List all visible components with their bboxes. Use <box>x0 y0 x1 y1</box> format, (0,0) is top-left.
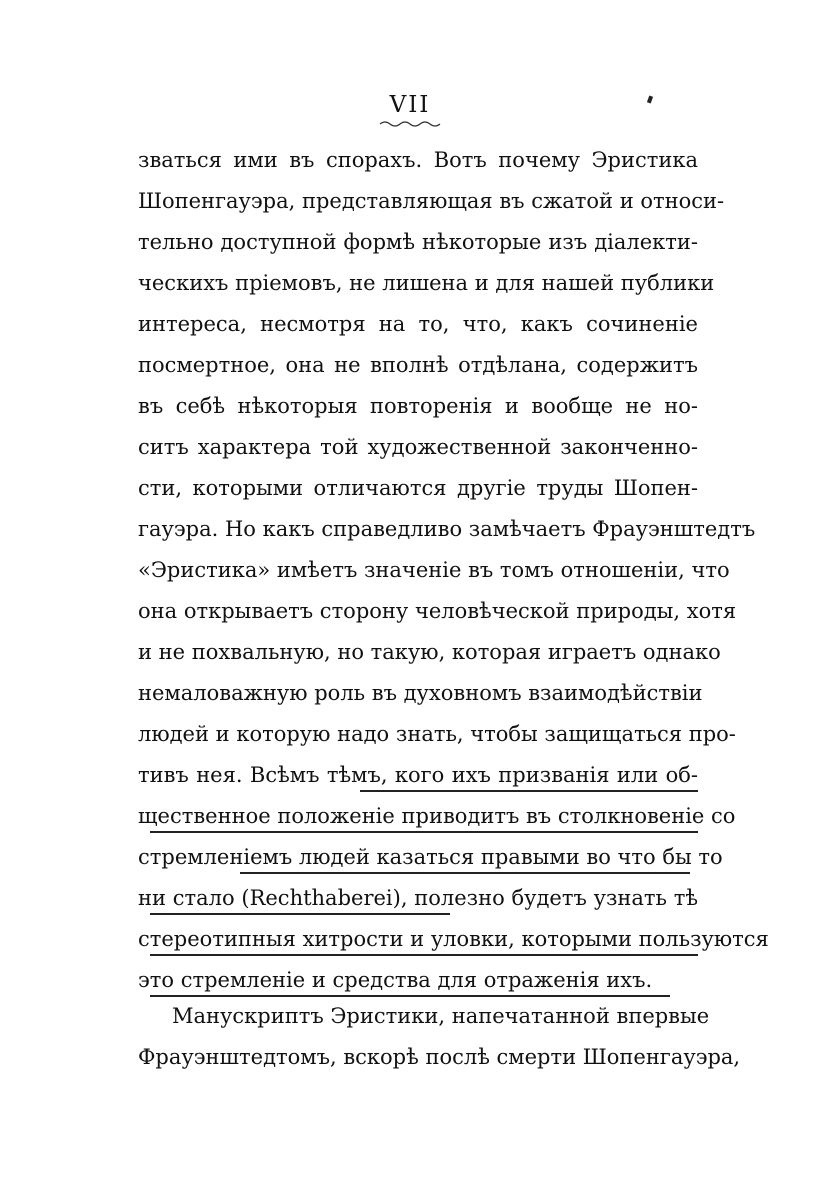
text-line: Фрауэнштедтомъ, вскорѣ послѣ смерти Шопенгауэра, <box>138 1045 741 1069</box>
ink-speck <box>647 96 653 104</box>
paragraph-2 <box>138 996 741 1078</box>
text-line: стремленіемъ людей казаться правыми во что бы то <box>138 845 723 869</box>
page-number-flourish <box>380 120 440 128</box>
text-line: стереотипныя хитрости и уловки, которыми пользуются <box>138 927 769 951</box>
text-line: Манускриптъ Эристики, напечатанной впервые <box>172 1004 710 1028</box>
text-line: и не похвальную, но такую, которая играетъ однако <box>138 640 721 664</box>
text-line: ни стало (Rechthaberei), полезно будетъ узнать тѣ <box>138 886 698 910</box>
text-line: это стремленіе и средства для отраженія ихъ. <box>138 968 653 992</box>
pencil-underline <box>150 954 698 956</box>
text-line: Шопенгауэра, представляющая въ сжатой и относи- <box>138 189 725 213</box>
text-line: зваться ими въ спорахъ. Вотъ почему Эристика <box>138 148 698 172</box>
text-line: тельно доступной формѣ нѣкоторые изъ діалекти- <box>138 230 698 254</box>
text-line: ситъ характера той художественной законченно- <box>138 435 698 459</box>
text-line: людей и которую надо знать, чтобы защищаться про- <box>138 722 736 746</box>
pencil-underline <box>150 831 698 833</box>
text-line: гауэра. Но какъ справедливо замѣчаетъ Фрауэнштедтъ <box>138 517 756 541</box>
pencil-underline <box>150 913 450 915</box>
text-line: немаловажную роль въ духовномъ взаимодѣйствіи <box>138 681 703 705</box>
text-line: сти, которыми отличаются другіе труды Шопен- <box>138 476 698 500</box>
text-line: интереса, несмотря на то, что, какъ сочиненіе <box>138 312 698 336</box>
text-line: въ себѣ нѣкоторыя повторенія и вообще не но- <box>138 394 698 418</box>
pencil-underline <box>360 790 698 792</box>
text-line: ческихъ пріемовъ, не лишена и для нашей публики <box>138 271 715 295</box>
page-number: VII <box>389 92 431 118</box>
text-line: щественное положеніе приводитъ въ столкновеніе со <box>138 804 736 828</box>
pencil-underline <box>240 872 690 874</box>
text-line: она открываетъ сторону человѣческой природы, хотя <box>138 599 737 623</box>
text-line: «Эристика» имѣетъ значеніе въ томъ отношеніи, что <box>138 558 730 582</box>
text-line: посмертное, она не вполнѣ отдѣлана, содержитъ <box>138 353 698 377</box>
text-line: тивъ нея. Всѣмъ тѣмъ, кого ихъ призванія или об- <box>138 763 698 787</box>
